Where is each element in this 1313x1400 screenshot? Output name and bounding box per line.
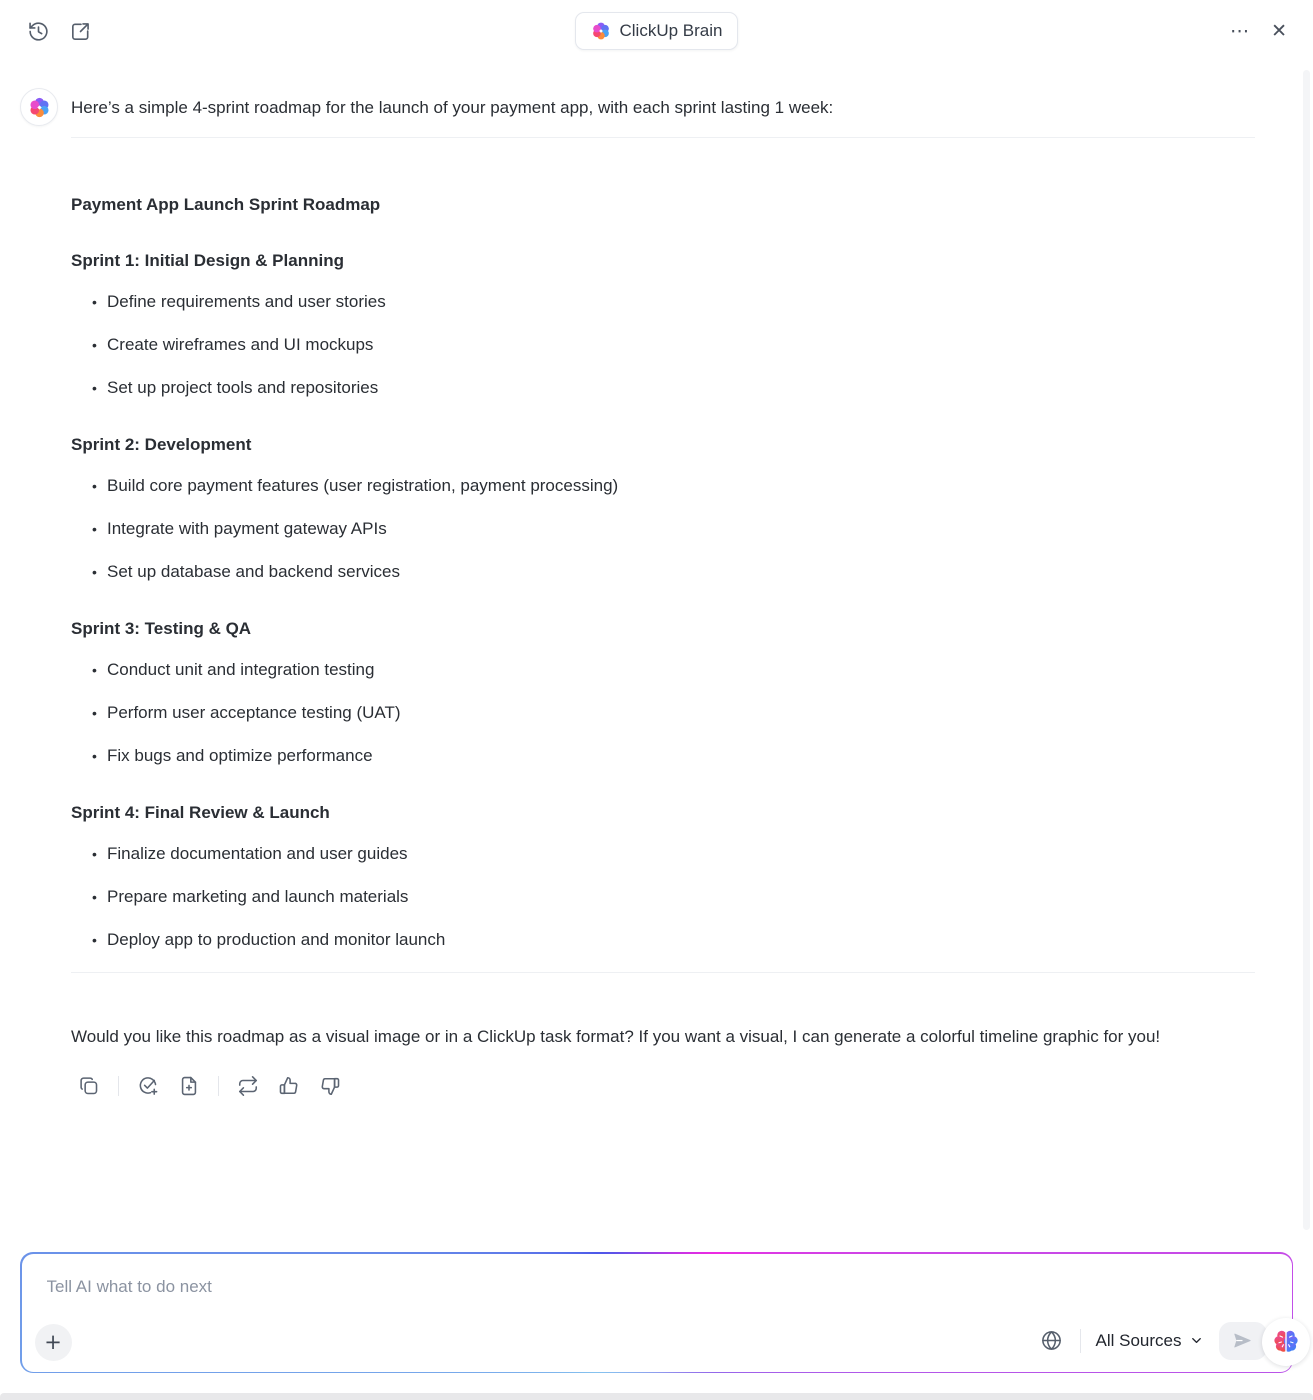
roadmap-title: Payment App Launch Sprint Roadmap (71, 195, 381, 214)
list-item: • Prepare marketing and launch materials (71, 886, 1255, 908)
list-item: • Set up database and backend services (71, 561, 1255, 583)
clickup-ai-flower-icon (28, 96, 51, 119)
sources-label: All Sources (1095, 1330, 1182, 1350)
attach-button[interactable] (35, 1324, 72, 1361)
repeat-icon (237, 1075, 259, 1097)
thumbs-down-icon (319, 1075, 341, 1097)
send-button[interactable] (1219, 1322, 1267, 1360)
composer-separator (1080, 1329, 1081, 1353)
list-item: • Conduct unit and integration testing (71, 659, 1255, 681)
history-button[interactable] (22, 15, 54, 47)
brain-icon (1271, 1327, 1301, 1357)
thumbs-up-icon (278, 1075, 300, 1097)
create-task-button[interactable] (136, 1074, 160, 1098)
actions-separator (118, 1076, 119, 1096)
list-item: • Finalize documentation and user guides (71, 843, 1255, 865)
globe-icon (1040, 1329, 1063, 1352)
sources-dropdown[interactable] (1096, 1331, 1204, 1351)
composer-gradient-border (20, 1252, 1293, 1373)
sprint-4-section (71, 803, 1255, 951)
top-bar (0, 0, 1313, 62)
brand-pill[interactable] (575, 12, 739, 50)
actions-separator (218, 1076, 219, 1096)
web-search-button[interactable] (1038, 1327, 1065, 1354)
message-divider-bottom (71, 972, 1255, 973)
close-icon: ✕ (1271, 19, 1287, 42)
ai-brain-button[interactable] (1262, 1318, 1310, 1366)
task-check-plus-icon (137, 1075, 159, 1097)
list-item: • Build core payment features (user registration, payment processing) (71, 475, 1255, 497)
plus-icon: + (44, 1329, 62, 1354)
list-item: • Set up project tools and repositories (71, 377, 1255, 399)
close-button[interactable] (1267, 18, 1291, 45)
more-button[interactable] (1226, 18, 1253, 45)
list-item: • Deploy app to production and monitor launch (71, 929, 1255, 951)
new-chat-button[interactable] (64, 15, 96, 47)
scrollbar[interactable] (1303, 70, 1310, 1230)
thumbs-down-button[interactable] (318, 1074, 342, 1098)
sprint-1-section (71, 251, 1255, 399)
sprint-4-heading: Sprint 4: Final Review & Launch (71, 803, 330, 822)
sprint-3-heading: Sprint 3: Testing & QA (71, 619, 252, 638)
message-intro: Here’s a simple 4-sprint roadmap for the launch of your payment app, with each sprint lasting 1 week: (71, 98, 834, 117)
message-actions (71, 1074, 1255, 1098)
compose-icon (69, 20, 92, 43)
prompt-input[interactable] (47, 1274, 1202, 1300)
list-item: • Integrate with payment gateway APIs (71, 518, 1255, 540)
message-divider-top (71, 137, 1255, 138)
ai-message (0, 62, 1313, 1098)
composer (22, 1254, 1292, 1372)
regenerate-button[interactable] (236, 1074, 260, 1098)
sprint-3-section (71, 619, 1255, 767)
chevron-down-icon (1189, 1333, 1204, 1348)
list-item: • Perform user acceptance testing (UAT) (71, 702, 1255, 724)
thumbs-up-button[interactable] (277, 1074, 301, 1098)
sprint-2-section (71, 435, 1255, 583)
more-icon: ⋯ (1230, 19, 1250, 42)
history-icon (27, 20, 50, 43)
list-item: • Create wireframes and UI mockups (71, 334, 1255, 356)
add-to-doc-button[interactable] (177, 1074, 201, 1098)
ai-avatar (20, 88, 58, 126)
window-bottom-edge (0, 1393, 1313, 1400)
doc-plus-icon (178, 1075, 200, 1097)
brand-title: ClickUp Brain (619, 21, 723, 40)
chat-area (0, 62, 1313, 1098)
message-outro: Would you like this roadmap as a visual image or in a ClickUp task format? If you want a visual, I can generate a colorful timeline graphic for you! (71, 1027, 1161, 1046)
sprint-1-heading: Sprint 1: Initial Design & Planning (71, 251, 344, 270)
clickup-logo-icon (591, 21, 611, 41)
list-item: • Fix bugs and optimize performance (71, 745, 1255, 767)
send-icon (1232, 1330, 1253, 1351)
list-item: • Define requirements and user stories (71, 291, 1255, 313)
sprint-2-heading: Sprint 2: Development (71, 435, 252, 454)
copy-button[interactable] (77, 1074, 101, 1098)
copy-icon (78, 1075, 100, 1097)
